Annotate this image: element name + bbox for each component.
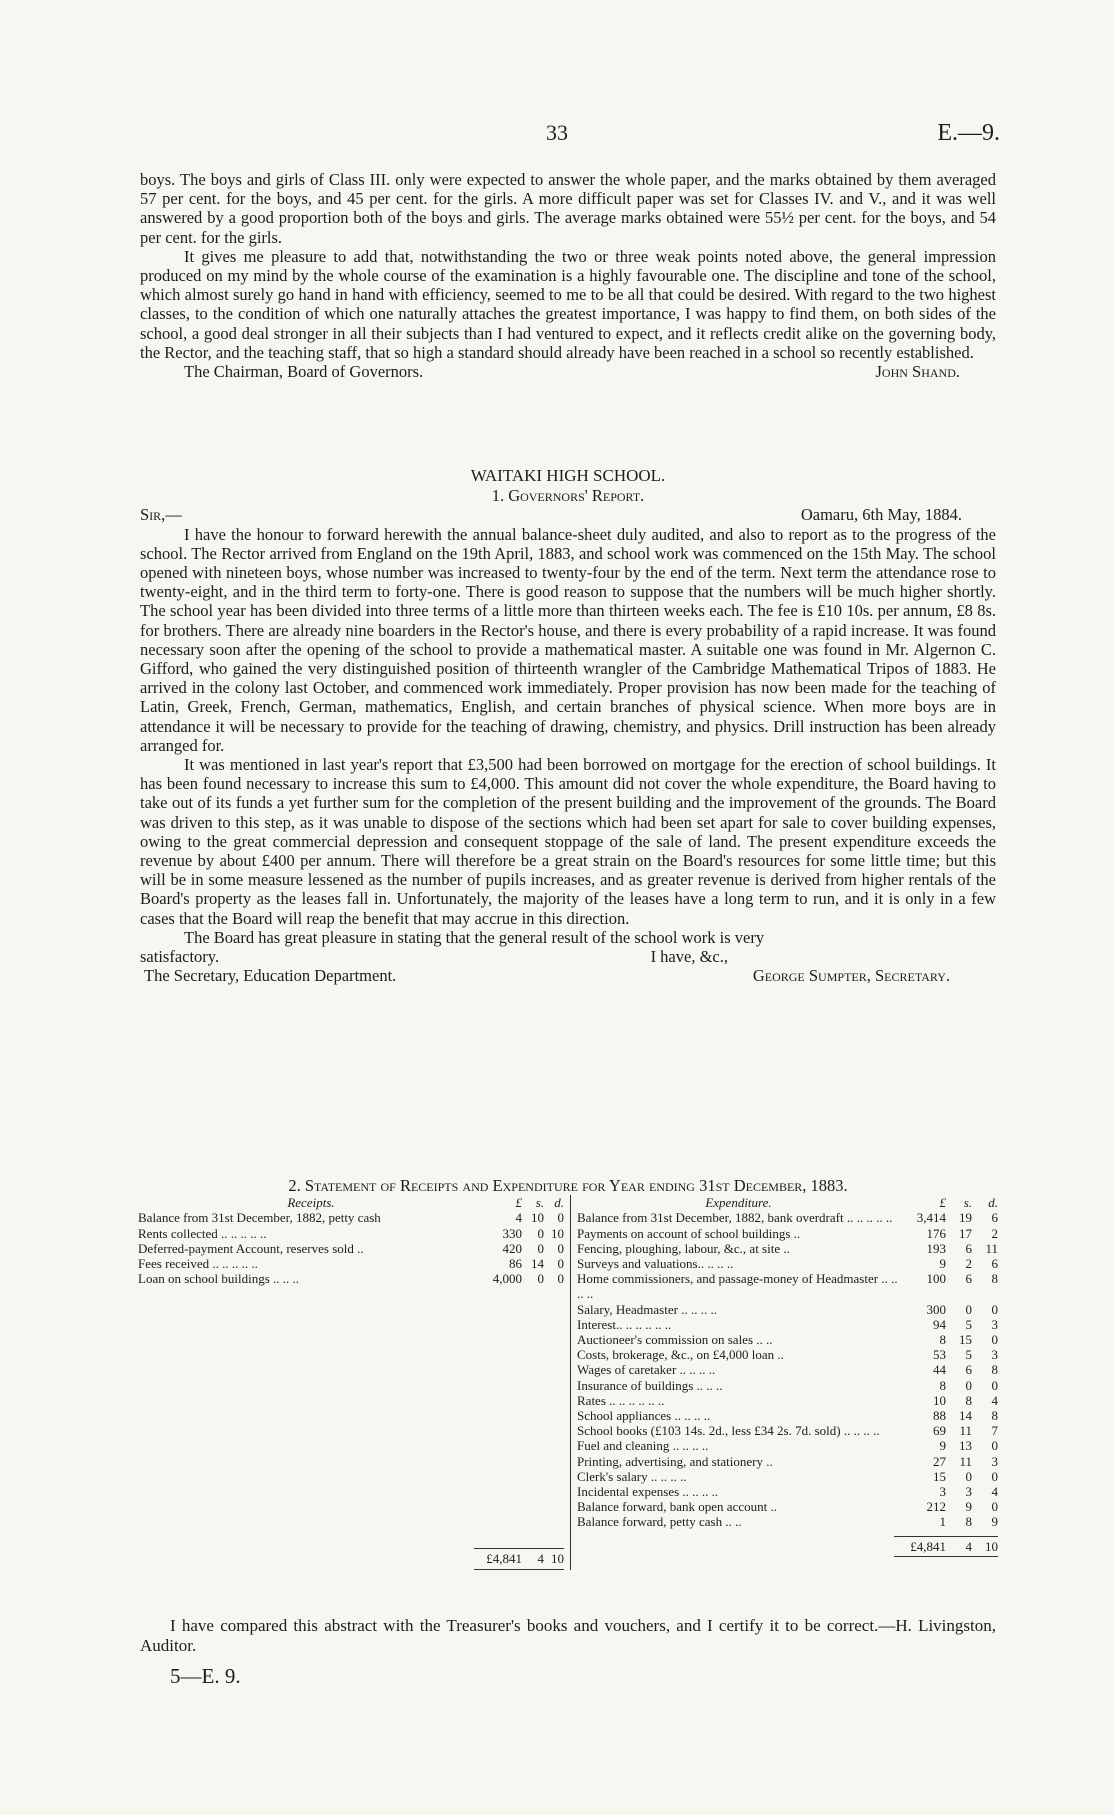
expenditure-pence: 0: [991, 1377, 998, 1393]
expenditure-label: Costs, brokerage, &c., on £4,000 loan ..: [577, 1347, 784, 1363]
expenditure-pounds: 100: [926, 1271, 946, 1287]
addressee: The Chairman, Board of Governors.: [184, 362, 424, 382]
expenditure-row: [577, 1241, 998, 1256]
receipt-pounds: 4: [515, 1210, 522, 1226]
closing: I have, &c.,: [650, 947, 728, 967]
paragraph: I have the honour to forward herewith the annual balance-sheet duly audited, and also to report as to the progress of the school. The Rector arrived from England on the 19th April, 1883, and school work was commenced on the 15th May. The school opened with nineteen boys, whose number was increased to twenty-four by the end of the term. Next term the attendance rose to twenty-eight, and in the third term to forty-one. There is good reason to suppose that the numbers will be much higher shortly. The school year has been divided into three terms of a little more than thirteen weeks each. The fee is £10 10s. per annum, £8 8s. for brothers. There are already nine boarders in the Rector's house, and there is every probability of a rapid increase. It was found necessary soon after the opening of the school to provide a mathematical master. A suitable one was found in Mr. Algernon C. Gifford, who gained the very distinguished position of thirteenth wrangler of the Cambridge Mathematical Tripos of 1883. He arrived in the colony last October, and commenced work immediately. Proper provision has now been made for the teaching of Latin, Greek, French, German, mathematics, English, and certain branches of physical science. When more boys are in attendance it will be necessary to provide for the teaching of drawing, chemistry, and physics. Drill instruction has been already arranged for.: [140, 524, 996, 755]
expenditure-shillings: 8: [965, 1514, 972, 1530]
closing-line: [140, 947, 996, 966]
receipts-header: Receipts.: [287, 1195, 335, 1211]
receipt-label: Balance from 31st December, 1882, petty cash: [138, 1210, 381, 1226]
receipt-pounds: 330: [502, 1225, 522, 1241]
signature: George Sumpter, Secretary.: [752, 966, 950, 986]
receipt-pounds: 4,000: [492, 1271, 522, 1287]
currency-header: d.: [554, 1195, 564, 1211]
expenditure-pence: 9: [991, 1514, 998, 1530]
total-pounds: £4,841: [910, 1538, 946, 1554]
expenditure-pence: 4: [991, 1484, 998, 1500]
expenditure-shillings: 15: [959, 1332, 972, 1348]
expenditure-label: Wages of caretaker .. .. .. ..: [577, 1362, 716, 1378]
expenditure-pence: 0: [991, 1301, 998, 1317]
expenditure-pence: 2: [991, 1225, 998, 1241]
expenditure-total: [577, 1536, 998, 1557]
receipt-row: [138, 1241, 564, 1256]
receipts-column: [138, 1195, 570, 1569]
expenditure-pounds: 3,414: [916, 1210, 946, 1226]
receipt-row: [138, 1271, 564, 1286]
addressee: The Secretary, Education Department.: [144, 966, 397, 986]
expenditure-row: [577, 1438, 998, 1453]
expenditure-pounds: 9: [939, 1438, 946, 1454]
receipt-pounds: 86: [509, 1256, 522, 1272]
expenditure-label: Balance from 31st December, 1882, bank overdraft .. .. .. .. ..: [577, 1210, 893, 1226]
shand-report: [140, 170, 996, 381]
receipt-shillings: 14: [531, 1256, 544, 1272]
document-code: E.—9.: [937, 120, 1000, 146]
expenditure-pence: 7: [991, 1423, 998, 1439]
total-pounds: £4,841: [486, 1551, 522, 1567]
expenditure-pence: 11: [985, 1240, 998, 1256]
currency-header: s.: [535, 1195, 544, 1211]
paragraph: The Board has great pleasure in stating that the general result of the school work is very: [184, 927, 765, 947]
expenditure-pence: 6: [991, 1256, 998, 1272]
waitaki-report: [140, 466, 996, 985]
statement-table: [138, 1178, 998, 1570]
expenditure-pence: 0: [991, 1332, 998, 1348]
expenditure-pounds: 9: [939, 1256, 946, 1272]
expenditure-row: [577, 1499, 998, 1514]
expenditure-label: Home commissioners, and passage-money of Headmaster .. .. .. ..: [577, 1271, 898, 1302]
expenditure-pounds: 193: [926, 1240, 946, 1256]
expenditure-pence: 0: [991, 1499, 998, 1515]
currency-header: £: [939, 1195, 946, 1211]
expenditure-label: Clerk's salary .. .. .. ..: [577, 1468, 687, 1484]
receipt-shillings: 10: [531, 1210, 544, 1226]
expenditure-shillings: 6: [965, 1362, 972, 1378]
expenditure-shillings: 2: [965, 1256, 972, 1272]
expenditure-label: Interest.. .. .. .. .. ..: [577, 1316, 672, 1332]
expenditure-label: Salary, Headmaster .. .. .. ..: [577, 1301, 717, 1317]
expenditure-pounds: 176: [926, 1225, 946, 1241]
expenditure-shillings: 0: [965, 1468, 972, 1484]
receipt-pence: 0: [557, 1271, 564, 1287]
expenditure-shillings: 11: [959, 1453, 972, 1469]
expenditure-pounds: 53: [933, 1347, 946, 1363]
expenditure-label: School books (£103 14s. 2d., less £34 2s. 7d. sold) .. .. .. ..: [577, 1423, 880, 1439]
expenditure-shillings: 14: [959, 1408, 972, 1424]
expenditure-row: [577, 1362, 998, 1377]
auditor-statement: I have compared this abstract with the Treasurer's books and vouchers, and I certify it to be correct.—H. Livingston, Auditor.: [140, 1616, 996, 1655]
salutation: Sir,—: [140, 505, 182, 525]
expenditure-row: [577, 1256, 998, 1271]
expenditure-row: [577, 1271, 998, 1301]
expenditure-label: School appliances .. .. .. ..: [577, 1408, 711, 1424]
currency-header: d.: [988, 1195, 998, 1211]
receipt-pence: 0: [557, 1256, 564, 1272]
expenditure-row: [577, 1408, 998, 1423]
expenditure-pence: 3: [991, 1316, 998, 1332]
total-pence: 10: [985, 1538, 998, 1554]
receipt-pence: 0: [557, 1240, 564, 1256]
expenditure-pounds: 8: [939, 1332, 946, 1348]
expenditure-pence: 3: [991, 1347, 998, 1363]
section-subtitle: 1. Governors' Report.: [491, 486, 645, 506]
expenditure-pence: 8: [991, 1408, 998, 1424]
expenditure-pence: 4: [991, 1392, 998, 1408]
receipt-row: [138, 1210, 564, 1225]
paragraph: boys. The boys and girls of Class III. only were expected to answer the whole paper, and the marks obtained by them averaged 57 per cent. for the boys, and 45 per cent. for the girls. A more difficult paper was set for Classes IV. and V., and it was well answered by a good proportion both of the boys and girls. The average marks obtained were 55½ per cent. for the boys, and 54 per cent. for the girls.: [140, 170, 996, 247]
receipt-row: [138, 1256, 564, 1271]
expenditure-pounds: 69: [933, 1423, 946, 1439]
expenditure-shillings: 3: [965, 1484, 972, 1500]
expenditure-column: [570, 1195, 998, 1569]
total-shillings: 4: [965, 1538, 972, 1554]
expenditure-shillings: 9: [965, 1499, 972, 1515]
expenditure-pounds: 3: [939, 1484, 946, 1500]
expenditure-pounds: 10: [933, 1392, 946, 1408]
satisfactory-text: satisfactory.: [140, 947, 220, 967]
currency-header: £: [515, 1195, 522, 1211]
expenditure-shillings: 6: [965, 1240, 972, 1256]
expenditure-shillings: 0: [965, 1301, 972, 1317]
sign-off: [140, 362, 996, 381]
expenditure-pence: 0: [991, 1468, 998, 1484]
expenditure-row: [577, 1423, 998, 1438]
paragraph: It was mentioned in last year's report that £3,500 had been borrowed on mortgage for the erection of school buildings. It has been found necessary to increase this sum to £4,000. This amount did not cover the whole expenditure, the Board having to take out of its funds a yet further sum for the completion of the present building and the improvement of the grounds. The Board was driven to this step, as it was unable to dispose of the sections which had been set apart for sale to cover building expenses, owing to the great commercial depression and consequent stoppage of the sale of land. The present expenditure exceeds the revenue by about £400 per annum. There will therefore be a great strain on the Board's resources for some little time; but this will be in some measure lessened as the number of pupils increases, and as greater revenue is derived from higher rentals of the Board's property as the leases fall in. Unfortunately, the majority of the leases have a long term to run, and it is only in a few cases that the Board will reap the benefit that may accrue in this direction.: [140, 755, 996, 928]
expenditure-row: [577, 1393, 998, 1408]
expenditure-row: [577, 1514, 998, 1529]
currency-header: s.: [963, 1195, 972, 1211]
expenditure-row: [577, 1484, 998, 1499]
expenditure-label: Fencing, ploughing, labour, &c., at site ..: [577, 1240, 790, 1256]
expenditure-row: [577, 1332, 998, 1347]
sign-off: [140, 966, 996, 985]
expenditure-pounds: 15: [933, 1468, 946, 1484]
expenditure-shillings: 11: [959, 1423, 972, 1439]
expenditure-label: Incidental expenses .. .. .. ..: [577, 1484, 719, 1500]
page-number: 33: [546, 120, 568, 145]
receipt-pence: 10: [551, 1225, 564, 1241]
expenditure-header: Expenditure.: [705, 1195, 772, 1211]
expenditure-label: Fuel and cleaning .. .. .. ..: [577, 1438, 709, 1454]
expenditure-label: Insurance of buildings .. .. ..: [577, 1377, 723, 1393]
receipt-row: [138, 1226, 564, 1241]
receipt-label: Deferred-payment Account, reserves sold ..: [138, 1240, 364, 1256]
expenditure-pounds: 44: [933, 1362, 946, 1378]
expenditure-label: Auctioneer's commission on sales .. ..: [577, 1332, 773, 1348]
expenditure-shillings: 5: [965, 1347, 972, 1363]
expenditure-row: [577, 1210, 998, 1225]
expenditure-shillings: 5: [965, 1316, 972, 1332]
expenditure-row: [577, 1469, 998, 1484]
expenditure-shillings: 6: [965, 1271, 972, 1287]
expenditure-pounds: 94: [933, 1316, 946, 1332]
total-shillings: 4: [537, 1551, 544, 1567]
receipt-pounds: 420: [502, 1240, 522, 1256]
expenditure-label: Rates .. .. .. .. .. ..: [577, 1392, 665, 1408]
expenditure-label: Balance forward, bank open account ..: [577, 1499, 777, 1515]
total-pence: 10: [551, 1551, 564, 1567]
expenditure-label: Surveys and valuations.. .. .. ..: [577, 1256, 734, 1272]
expenditure-pence: 8: [991, 1271, 998, 1287]
receipt-shillings: 0: [537, 1271, 544, 1287]
expenditure-label: Printing, advertising, and stationery ..: [577, 1453, 773, 1469]
signature-mark: 5—E. 9.: [170, 1664, 241, 1688]
receipt-pence: 0: [557, 1210, 564, 1226]
place-date: Oamaru, 6th May, 1884.: [800, 505, 962, 525]
expenditure-row: [577, 1347, 998, 1362]
receipt-shillings: 0: [537, 1225, 544, 1241]
expenditure-label: Balance forward, petty cash .. ..: [577, 1514, 742, 1530]
expenditure-row: [577, 1226, 998, 1241]
expenditure-pence: 0: [991, 1438, 998, 1454]
receipt-label: Loan on school buildings .. .. ..: [138, 1271, 300, 1287]
expenditure-shillings: 0: [965, 1377, 972, 1393]
expenditure-pounds: 1: [939, 1514, 946, 1530]
expenditure-pounds: 8: [939, 1377, 946, 1393]
expenditure-pounds: 88: [933, 1408, 946, 1424]
expenditure-label: Payments on account of school buildings ..: [577, 1225, 801, 1241]
expenditure-pounds: 212: [926, 1499, 946, 1515]
expenditure-row: [577, 1378, 998, 1393]
expenditure-pence: 6: [991, 1210, 998, 1226]
expenditure-shillings: 19: [959, 1210, 972, 1226]
expenditure-row: [577, 1302, 998, 1317]
signature: John Shand.: [875, 362, 960, 382]
expenditure-pence: 8: [991, 1362, 998, 1378]
section-title: WAITAKI HIGH SCHOOL.: [470, 466, 666, 485]
expenditure-shillings: 8: [965, 1392, 972, 1408]
statement-title: 2. Statement of Receipts and Expenditure for Year ending 31st December, 1883.: [288, 1176, 848, 1195]
expenditure-row: [577, 1454, 998, 1469]
receipt-shillings: 0: [537, 1240, 544, 1256]
expenditure-shillings: 17: [959, 1225, 972, 1241]
expenditure-pounds: 27: [933, 1453, 946, 1469]
receipts-total: [138, 1548, 564, 1569]
salutation-line: [140, 505, 996, 524]
expenditure-shillings: 13: [959, 1438, 972, 1454]
receipt-label: Fees received .. .. .. .. ..: [138, 1256, 258, 1272]
expenditure-pence: 3: [991, 1453, 998, 1469]
expenditure-pounds: 300: [926, 1301, 946, 1317]
receipt-label: Rents collected .. .. .. .. ..: [138, 1225, 267, 1241]
paragraph: It gives me pleasure to add that, notwithstanding the two or three weak points noted above, the general impression produced on my mind by the whole course of the examination is a highly favourable one. The discipline and tone of the school, which almost surely go hand in hand with efficiency, seemed to me to be all that could be desired. With regard to the two highest classes, to the condition of which one naturally attaches the greatest importance, I was happy to find them, on both sides of the school, a good deal stronger in all their subjects than I had ventured to expect, and it reflects credit alike on the governing body, the Rector, and the teaching staff, that so high a standard should already have been reached in a school so recently established.: [140, 246, 996, 362]
expenditure-row: [577, 1317, 998, 1332]
